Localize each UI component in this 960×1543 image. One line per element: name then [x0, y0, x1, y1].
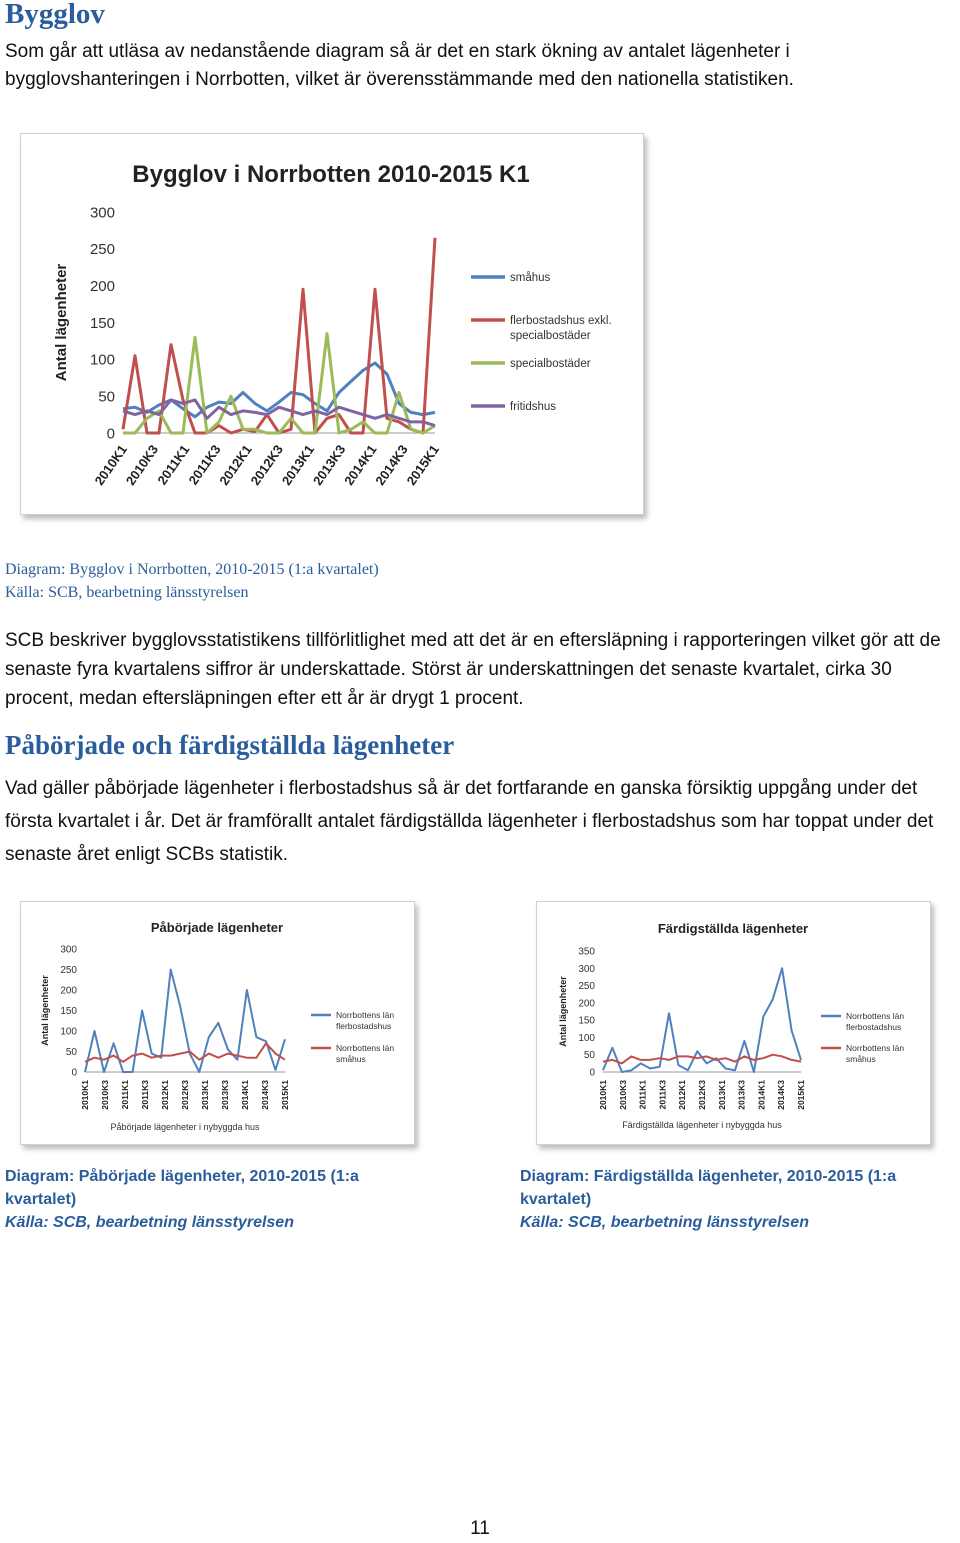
- y-tick-label: 0: [106, 425, 115, 443]
- chart-fardigstallda-svg: [537, 902, 930, 1144]
- caption-right-title: Diagram: Färdigställda lägenheter, 2010-2015 (1:a kvartalet): [520, 1168, 897, 1208]
- x-axis-label: Färdigställda lägenheter i nybyggda hus: [622, 1120, 782, 1130]
- page-number: 11: [470, 1518, 490, 1539]
- x-tick-label: 2011K3: [185, 442, 224, 488]
- section-heading: Påbörjade och färdigställda lägenheter: [5, 730, 455, 760]
- x-tick-label: 2014K1: [341, 442, 380, 489]
- caption-left: [5, 1165, 405, 1234]
- legend-label-1: Norrbottens län småhus: [846, 1042, 905, 1065]
- caption-left-source: Källa: SCB, bearbetning länsstyrelsen: [5, 1214, 294, 1231]
- caption-main: [5, 558, 379, 604]
- x-tick-label: 2012K1: [216, 442, 255, 489]
- x-tick-label: 2012K1: [160, 1080, 170, 1110]
- intro-paragraph: Som går att utläsa av nedanstående diagram så är det en stark ökning av antalet lägenheter i bygglovshanteringen i Norrbotten, vilket är överensstämmande med den nationella statistiken.: [5, 41, 794, 90]
- y-tick-label: 200: [60, 985, 77, 997]
- x-tick-label: 2013K1: [716, 1080, 727, 1110]
- x-tick-label: 2013K1: [278, 442, 318, 489]
- y-tick-label: 150: [89, 314, 115, 332]
- caption-right-source: Källa: SCB, bearbetning länsstyrelsen: [520, 1214, 809, 1231]
- x-tick-label: 2015K1: [403, 442, 442, 489]
- y-tick-label: 300: [578, 963, 595, 975]
- legend-label-0: Norrbottens län flerbostadshus: [846, 1010, 905, 1033]
- chart-title: Bygglov i Norrbotten 2010-2015 K1: [132, 161, 530, 188]
- x-tick-label: 2015K1: [280, 1080, 290, 1110]
- y-tick-label: 300: [89, 204, 115, 222]
- x-tick-label: 2013K1: [200, 1080, 210, 1110]
- y-tick-label: 100: [60, 1026, 77, 1038]
- legend-label-1: flerbostadshus exkl. specialbostäder: [510, 315, 612, 342]
- y-tick-label: 50: [65, 1047, 77, 1058]
- chart-title: Påbörjade lägenheter: [150, 920, 284, 935]
- y-tick-label: 100: [578, 1032, 595, 1044]
- y-tick-label: 250: [60, 965, 77, 976]
- y-tick-label: 50: [98, 388, 115, 406]
- x-tick-label: 2012K3: [697, 1080, 707, 1110]
- x-tick-label: 2014K3: [372, 442, 411, 489]
- x-tick-label: 2014K1: [756, 1080, 767, 1110]
- x-tick-label: 2011K1: [637, 1080, 648, 1110]
- x-tick-label: 2015K1: [796, 1080, 806, 1110]
- legend-label-0: Norrbottens län flerbostadshus: [336, 1009, 395, 1032]
- x-tick-label: 2014K3: [776, 1080, 787, 1110]
- reliability-paragraph: SCB beskriver bygglovsstatistikens tillförlitlighet med att det är en eftersläpning i rapporteringen vilket gör att de senaste fyra kvartalens siffror är underskattade. Störst är underskattningen det senaste kvartalet, cirka 30 procent, medan eftersläpningen efter ett år är drygt 1 procent.: [5, 630, 941, 709]
- y-tick-label: 50: [583, 1050, 595, 1062]
- x-tick-label: 2012K3: [180, 1080, 190, 1110]
- x-tick-label: 2010K3: [100, 1080, 110, 1110]
- x-tick-label: 2014K1: [240, 1080, 250, 1110]
- caption-main-title: Diagram: Bygglov i Norrbotten, 2010-2015 (1:a kvartalet): [5, 561, 379, 578]
- heading-bygglov: Bygglov: [5, 0, 105, 30]
- x-tick-label: 2010K1: [80, 1080, 90, 1110]
- y-tick-label: 0: [589, 1067, 595, 1079]
- x-tick-label: 2010K1: [91, 442, 130, 489]
- y-tick-label: 0: [71, 1067, 77, 1079]
- x-tick-label: 2011K3: [657, 1080, 668, 1110]
- chart-paborjade-svg: [21, 902, 414, 1144]
- y-tick-label: 250: [578, 981, 595, 993]
- x-tick-label: 2011K1: [154, 442, 193, 488]
- x-tick-label: 2013K3: [736, 1080, 747, 1110]
- chart-bygglov-svg: [21, 134, 643, 514]
- y-tick-label: 150: [578, 1015, 595, 1027]
- y-axis-label: Antal lägenheter: [558, 976, 568, 1047]
- chart-fardigstallda: [536, 901, 931, 1145]
- chart-title: Färdigställda lägenheter: [657, 921, 809, 936]
- y-tick-label: 250: [89, 241, 115, 259]
- y-tick-label: 100: [89, 351, 115, 369]
- chart-paborjade: [20, 901, 415, 1145]
- y-tick-label: 200: [89, 277, 115, 295]
- caption-left-title: Diagram: Påbörjade lägenheter, 2010-2015 (1:a kvartalet): [5, 1168, 359, 1208]
- x-tick-label: 2012K3: [247, 442, 286, 489]
- x-tick-label: 2011K1: [120, 1080, 130, 1110]
- caption-main-source: Källa: SCB, bearbetning länsstyrelsen: [5, 584, 249, 601]
- x-tick-label: 2010K1: [598, 1080, 608, 1110]
- legend-label-0: småhus: [510, 272, 551, 285]
- y-tick-label: 350: [578, 946, 595, 958]
- x-tick-label: 2011K3: [140, 1080, 150, 1110]
- legend-label-1: Norrbottens län småhus: [336, 1042, 395, 1065]
- x-tick-label: 2013K3: [220, 1080, 230, 1110]
- y-tick-label: 300: [60, 944, 77, 956]
- chart-bygglov: [20, 133, 644, 515]
- x-axis-label: Påbörjade lägenheter i nybyggda hus: [110, 1122, 260, 1132]
- y-tick-label: 200: [578, 998, 595, 1010]
- y-axis-label: Antal lägenheter: [40, 975, 50, 1046]
- y-tick-label: 150: [60, 1006, 77, 1017]
- x-tick-label: 2010K3: [617, 1080, 628, 1110]
- started-completed-paragraph: Vad gäller påbörjade lägenheter i flerbostadshus så är det fortfarande en ganska försiktig uppgång under det första kvartalet i år. Det är framförallt antalet färdigställda lägenheter i flerbostadshus som har toppat under det senaste året enligt SCBs statistik.: [5, 778, 934, 865]
- caption-right: [520, 1165, 940, 1234]
- x-tick-label: 2014K3: [260, 1080, 270, 1110]
- x-tick-label: 2012K1: [677, 1080, 688, 1110]
- legend-label-3: fritidshus: [510, 401, 557, 414]
- y-axis-label: Antal lägenheter: [53, 263, 70, 382]
- x-tick-label: 2010K3: [122, 442, 162, 489]
- x-tick-label: 2013K3: [309, 442, 349, 489]
- legend-label-2: specialbostäder: [510, 358, 591, 371]
